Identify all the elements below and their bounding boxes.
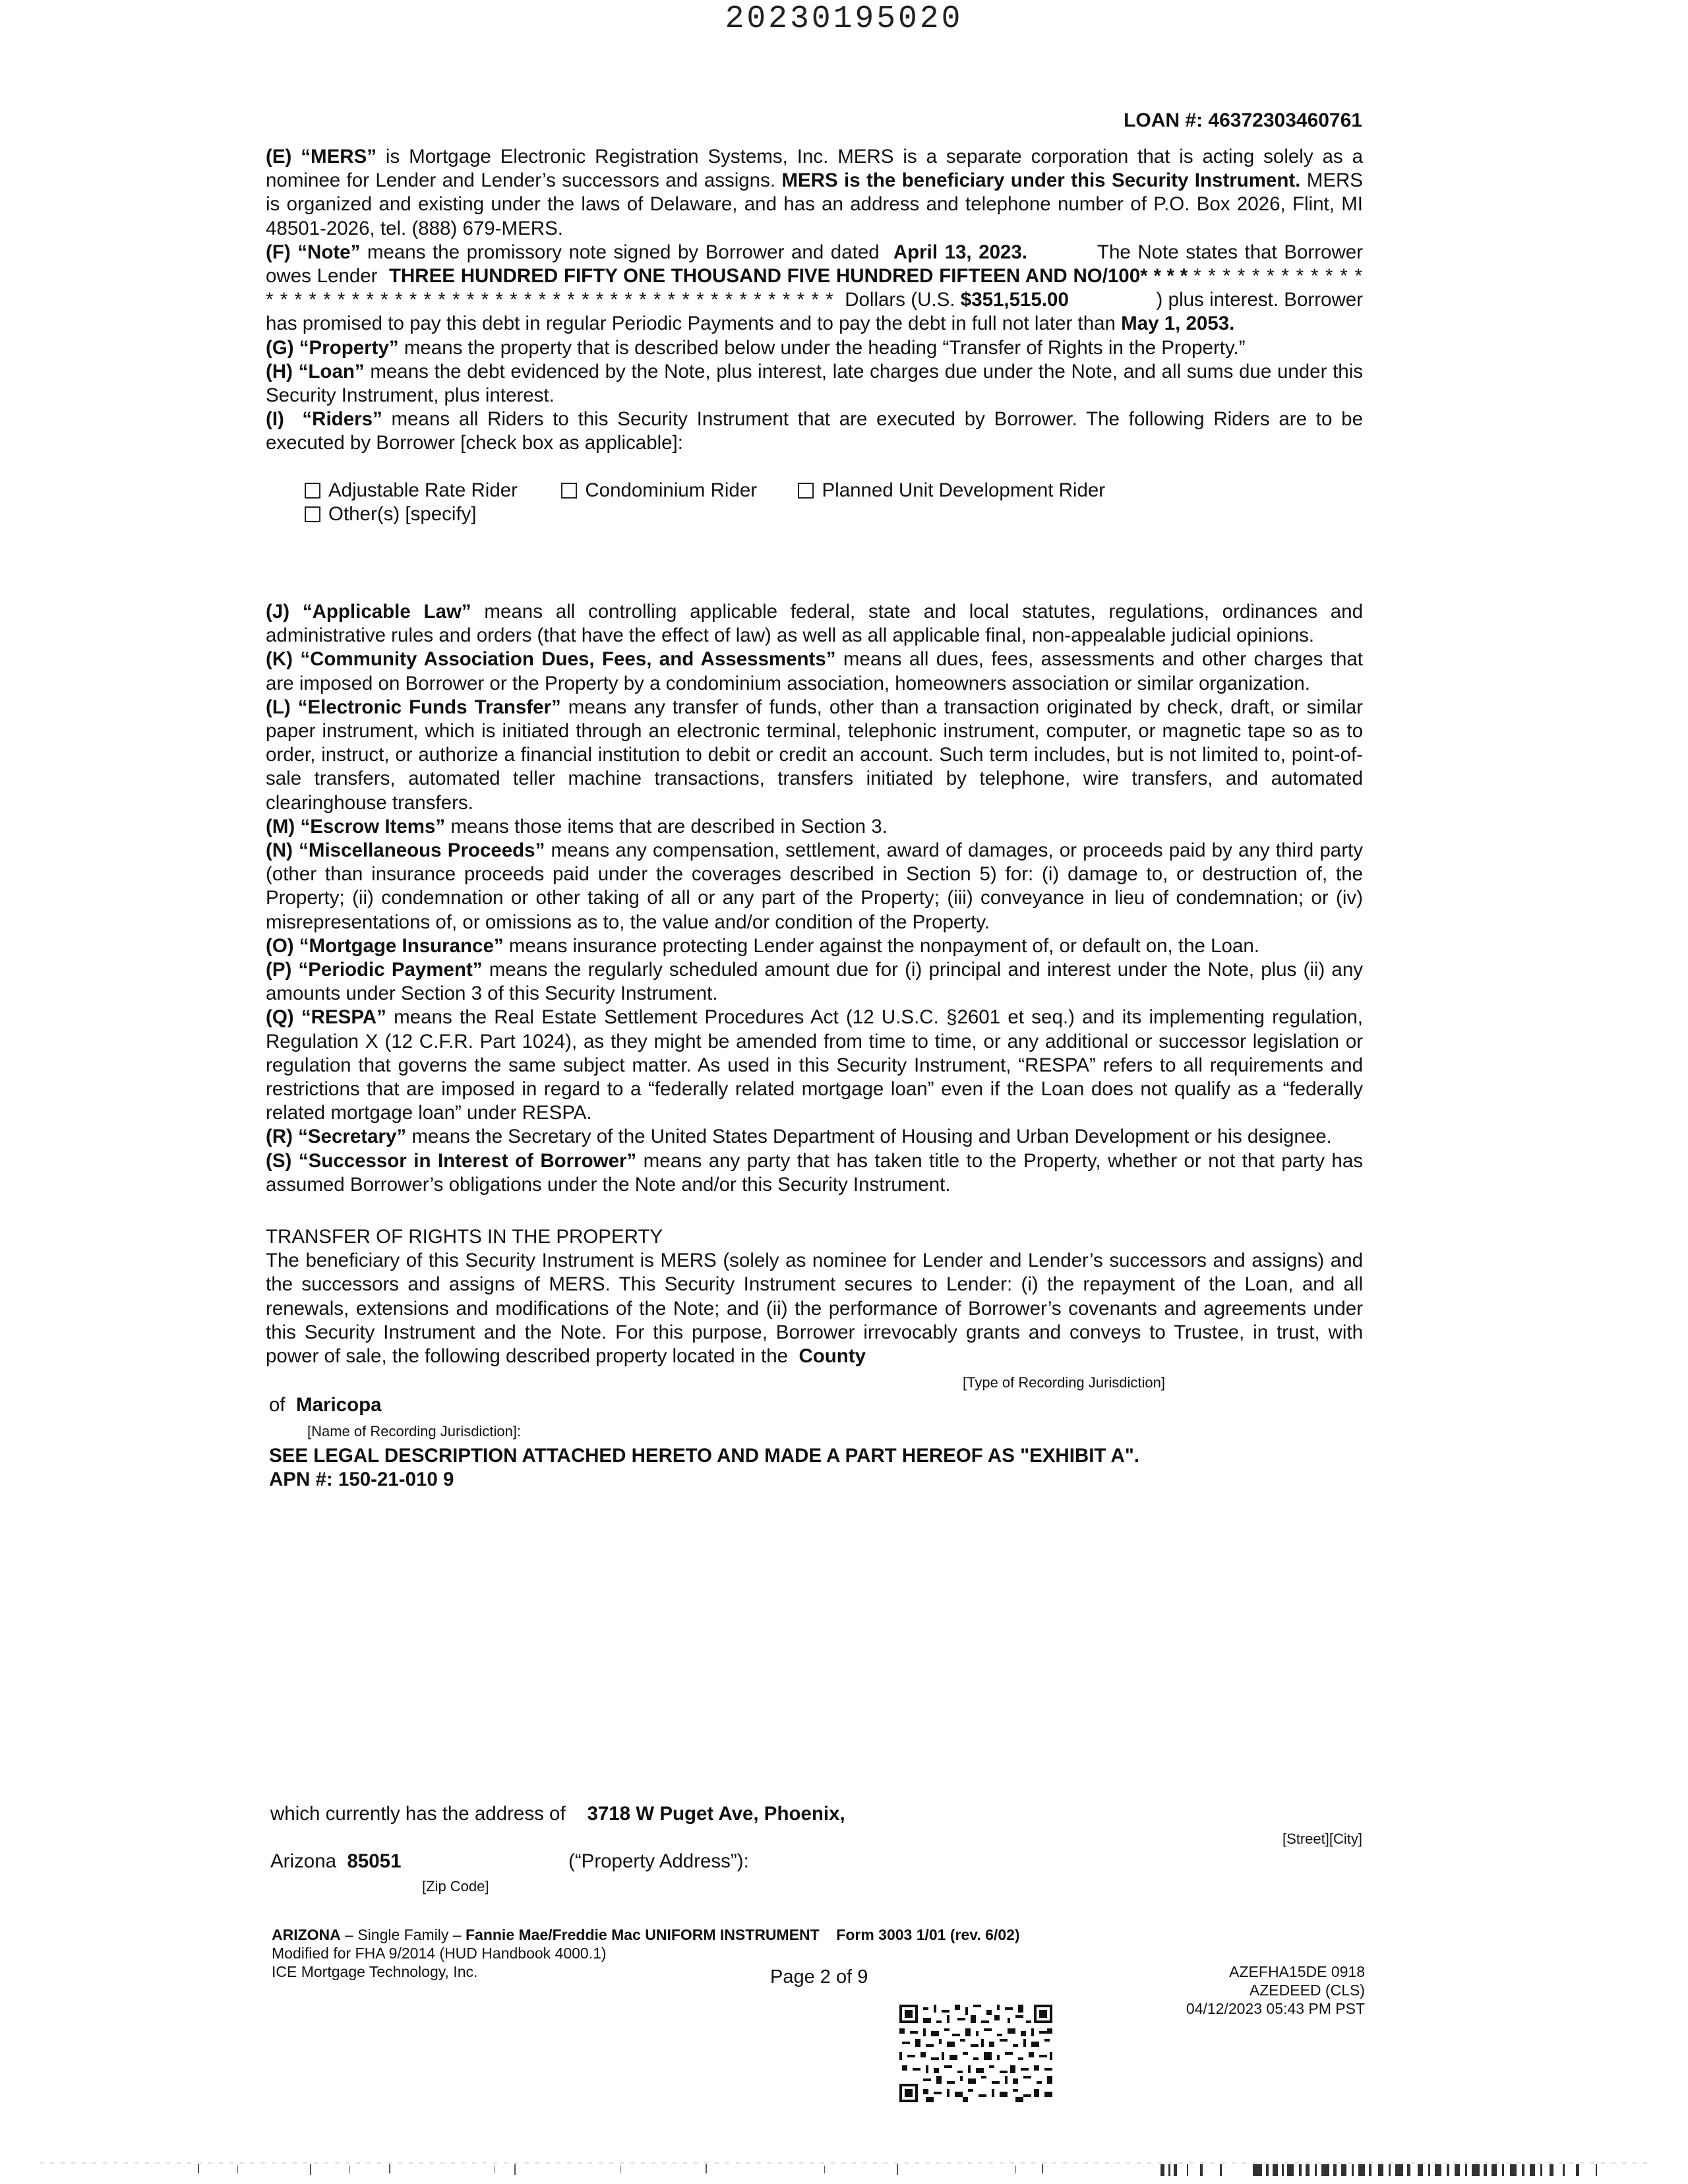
definition-o: (O) “Mortgage Insurance” means insurance protecting Lender against the nonpayment of, or default on, the Loan. xyxy=(266,934,1259,957)
rider-checkboxes xyxy=(305,479,1105,502)
definition-h: (H) “Loan” means the debt evidenced by the Note, plus interest, late charges due under the Note, and all sums due under this Security Instrument, plus interest. xyxy=(266,360,1363,407)
vendor-name: ICE Mortgage Technology, Inc. xyxy=(272,1963,478,1980)
loan-number xyxy=(1124,109,1362,132)
definition-p: (P) “Periodic Payment” means the regularly scheduled amount due for (i) principal and interest under the Note, plus (ii) any amounts under Section 3 of this Security Instrument. xyxy=(266,959,1363,1005)
apn-number: APN #: 150-21-010 9 xyxy=(269,1469,454,1490)
checkbox-icon[interactable] xyxy=(305,483,320,499)
jurisdiction-name-line: of Maricopa xyxy=(269,1394,382,1416)
form-footer xyxy=(272,1926,1020,1981)
loan-value: 46372303460761 xyxy=(1208,109,1362,131)
street-city-caption: [Street][City] xyxy=(1282,1831,1362,1847)
definition-e: (E) “MERS” is Mortgage Electronic Registration Systems, Inc. MERS is a separate corporation that is acting solely as a nominee for Lender and Lender’s successors and assigns. MERS is the beneficiary under this Security Instrument. MERS is organized and existing under the laws of Delaware, and has an address and telephone number of P.O. Box 2026, Flint, MI 48501-2026, tel. (888) 679-MERS. xyxy=(266,146,1363,239)
maturity-date: May 1, 2053. xyxy=(1121,313,1235,335)
loan-amount-words: THREE HUNDRED FIFTY ONE THOUSAND FIVE HUNDRED FIFTEEN AND NO/100* * * * xyxy=(388,265,1188,288)
checkbox-icon[interactable] xyxy=(305,506,320,522)
street-city: 3718 W Puget Ave, Phoenix, xyxy=(587,1803,845,1825)
definition-i: (I) “Riders” means all Riders to this Security Instrument that are executed by Borrower. The following Riders are to be executed by Borrower [check box as applicable]: xyxy=(266,408,1363,454)
definition-q: (Q) “RESPA” means the Real Estate Settlement Procedures Act (12 U.S.C. §2601 et seq.) and its implementing regulation, Regulation X (12 C.F.R. Part 1024), as they might be amended from time to time, or any additional or successor legislation or regulation that governs the same subject matter. As used in this Security Instrument, “RESPA” refers to all requirements and restrictions that are imposed in regard to a “federally related mortgage loan” even if the Loan does not qualify as a “federally related mortgage loan” under RESPA. xyxy=(266,1006,1364,1124)
transfer-section xyxy=(266,1225,1363,1368)
rider-adjustable[interactable]: Adjustable Rate Rider xyxy=(305,479,518,501)
definition-n: (N) “Miscellaneous Proceeds” means any compensation, settlement, award of damages, or proceeds paid by any third party (other than insurance proceeds paid under the coverages described in Section 5) for: (i) damage to, or destruction of, the Property; (ii) condemnation or other taking of all or any part of the Property; (iii) conveyance in lieu of condemnation; or (iv) misrepresentations of, or omissions as to, the value and/or condition of the Property. xyxy=(266,839,1363,933)
rider-other[interactable]: Other(s) [specify] xyxy=(305,502,477,526)
zip-code: 85051 xyxy=(347,1850,402,1872)
definition-r: (R) “Secretary” means the Secretary of the United States Department of Housing and Urban Development or his designee. xyxy=(266,1126,1332,1148)
definition-f: (F) “Note” means the promissory note signed by Borrower and dated April 13, 2023. The Note states that Borrower owes Lender THREE HUNDRED FIFTY ONE THOUSAND FIVE HUNDRED FIFTEEN AND NO/100* * * * * * * * * * * * * * * * * * * * * * * * * * * * * * * * * * * * * * * * * * * * * * * * * * * * * * * * Dollars (U.S. $351,515.00 ) plus interest. Borrower has promised to pay this debt in regular Periodic Payments and to pay the debt in full not later than May 1, 2053. xyxy=(266,241,1363,335)
form-number: Form 3003 1/01 (rev. 6/02) xyxy=(836,1926,1020,1943)
deed-code: AZEDEED (CLS) xyxy=(1249,1982,1365,1999)
definition-g: (G) “Property” means the property that is described below under the heading “Transfer of Rights in the Property.” xyxy=(266,336,1246,359)
page-number: Page 2 of 9 xyxy=(770,1966,868,1987)
jurisdiction-name: Maricopa xyxy=(296,1394,382,1416)
print-timestamp: 04/12/2023 05:43 PM PST xyxy=(1186,2000,1365,2017)
definition-k: (K) “Community Association Dues, Fees, and Assessments” means all dues, fees, assessments and other charges that are imposed on Borrower or the Property by a condominium association, homeowners association or similar organization. xyxy=(266,648,1364,694)
scan-edge-strip xyxy=(40,2160,1648,2177)
recording-number: 20230195020 xyxy=(725,1,963,37)
address-line: which currently has the address of 3718 W Puget Ave, Phoenix, xyxy=(270,1803,845,1825)
transfer-heading: TRANSFER OF RIGHTS IN THE PROPERTY xyxy=(266,1226,663,1248)
jurisdiction-name-caption: [Name of Recording Jurisdiction]: xyxy=(307,1423,522,1440)
loan-label: LOAN #: xyxy=(1124,109,1203,131)
note-date: April 13, 2023. xyxy=(893,241,1028,263)
jurisdiction-type: County xyxy=(799,1345,866,1368)
barcode-icon xyxy=(899,2005,1052,2102)
transfer-text: The beneficiary of this Security Instrument is MERS (solely as nominee for Lender and Lender’s successors and assigns) and the successors and assigns of MERS. This Security Instrument secures to Lender: (i) the repayment of the Loan, and all renewals, extensions and modifications of the Note; and (ii) the performance of Borrower’s covenants and agreements under this Security Instrument and the Note. For this purpose, Borrower irrevocably grants and conveys to Trustee, in trust, with power of sale, the following described property located in the County xyxy=(266,1250,1363,1368)
definition-j: (J) “Applicable Law” means all controlling applicable federal, state and local statutes, regulations, ordinances and administrative rules and orders (that have the effect of law) as well as all applicable final, non-appealable judicial opinions. xyxy=(266,601,1363,647)
loan-amount: $351,515.00 xyxy=(960,289,1069,311)
definitions-e-i xyxy=(266,145,1363,456)
form-title-line: ARIZONA – Single Family – Fannie Mae/Freddie Mac UNIFORM INSTRUMENT Form 3003 1/01 (rev. 6/02) xyxy=(272,1926,1020,1943)
document-codes xyxy=(1186,1962,1365,2018)
form-code: AZEFHA15DE 0918 xyxy=(1229,1963,1365,1980)
definition-s: (S) “Successor in Interest of Borrower” means any party that has taken title to the Property, whether or not that party has assumed Borrower’s obligations under the Note and/or this Security Instrument. xyxy=(266,1149,1363,1196)
property-address-label: (“Property Address”): xyxy=(568,1850,749,1872)
definition-l: (L) “Electronic Funds Transfer” means any transfer of funds, other than a transaction originated by check, draft, or similar paper instrument, which is initiated through an electronic terminal, telephonic instrument, computer, or magnetic tape so as to order, instruct, or authorize a financial institution to debit or credit an account. Such term includes, but is not limited to, point-of-sale transfers, automated teller machine transactions, transfers initiated by telephone, wire transfers, and automated clearinghouse transfers. xyxy=(266,696,1363,814)
legal-description-text: SEE LEGAL DESCRIPTION ATTACHED HERETO AND MADE A PART HEREOF AS "EXHIBIT A". xyxy=(269,1445,1140,1467)
checkbox-icon[interactable] xyxy=(798,483,814,499)
legal-description xyxy=(269,1444,1139,1492)
rider-condominium[interactable]: Condominium Rider xyxy=(561,479,757,501)
checkbox-icon[interactable] xyxy=(561,483,577,499)
definitions-j-s xyxy=(266,600,1363,1197)
jurisdiction-type-caption: [Type of Recording Jurisdiction] xyxy=(963,1374,1165,1391)
definition-m: (M) “Escrow Items” means those items that are described in Section 3. xyxy=(266,815,888,837)
fha-modification: Modified for FHA 9/2014 (HUD Handbook 4000.1) xyxy=(272,1945,607,1962)
zip-code-caption: [Zip Code] xyxy=(422,1878,489,1895)
state-zip-line: Arizona 85051 xyxy=(270,1850,402,1872)
star-filler: * * * * * * * * * * * * * * * * * * * * * * * * * * * * * * * * * * * * * * * * * * * * * * * * * * * * xyxy=(266,265,1363,311)
rider-pud[interactable]: Planned Unit Development Rider xyxy=(798,479,1105,501)
